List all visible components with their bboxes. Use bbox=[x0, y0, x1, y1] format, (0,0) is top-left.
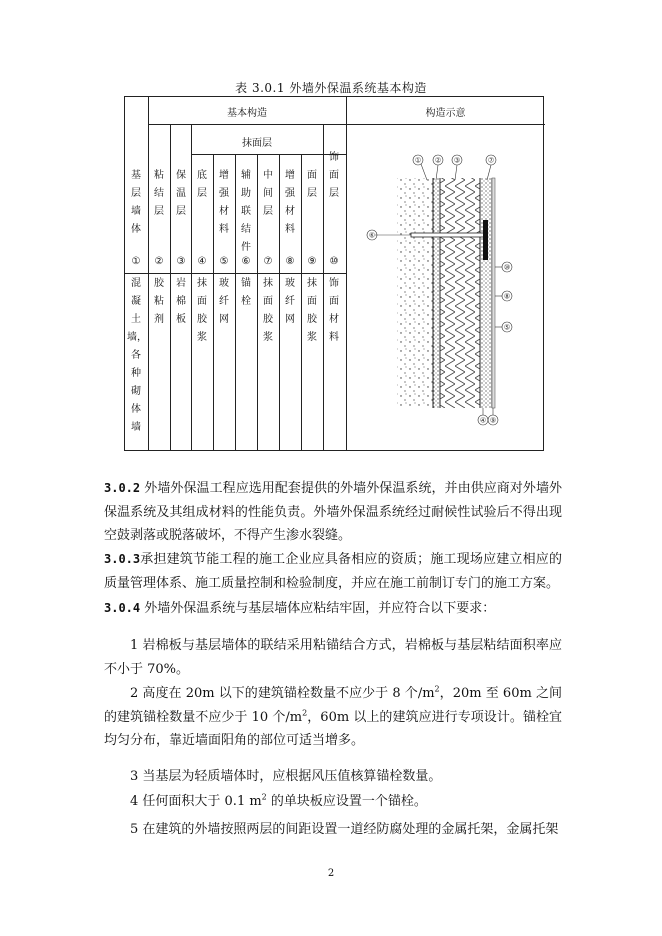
col-num-4: ④ bbox=[197, 256, 207, 267]
base-wall-layer bbox=[397, 178, 433, 408]
superscript: 2 bbox=[261, 792, 267, 802]
diagram-label-4: ④ bbox=[479, 416, 487, 425]
superscript: 2 bbox=[434, 684, 440, 694]
item-2-part-a: 2 高度在 20m 以下的建筑锚栓数量不应少于 8 个/m bbox=[130, 686, 435, 701]
item-2-part-b: ，20m 至 60m 之间的建筑锚栓数量不应少于 10 个/m bbox=[104, 686, 562, 725]
col-num-5: ⑤ bbox=[219, 256, 229, 267]
col-name-finish-layer: 饰面层 bbox=[329, 152, 339, 199]
col-num-9: ⑨ bbox=[307, 256, 317, 267]
col-name-reinforcement-1: 增强材料 bbox=[219, 170, 229, 235]
leader-7 bbox=[487, 165, 491, 180]
insulation-layer bbox=[440, 178, 480, 408]
diagram-label-7: ⑦ bbox=[487, 156, 495, 165]
col-num-10: ⑩ bbox=[329, 256, 339, 267]
col-num-6: ⑥ bbox=[241, 256, 251, 267]
material-reinforcement-1: 玻纤网 bbox=[219, 278, 229, 325]
col-num-1: ① bbox=[131, 256, 141, 267]
item-3: 3 当基层为轻质墙体时，应根据风压值核算锚栓数量。 bbox=[130, 769, 442, 784]
item-1: 1 岩棉板与基层墙体的联结采用粘锚结合方式，岩棉板与基层粘结面积率应不小于 70%。 bbox=[104, 638, 562, 677]
col-name-base-wall: 基层墙体 bbox=[131, 170, 141, 235]
wall-construction-diagram bbox=[345, 150, 543, 450]
material-reinforcement-2: 玻纤网 bbox=[285, 278, 295, 325]
material-base-wall: 混凝土墙，各种砌体墙 bbox=[127, 278, 147, 433]
material-connector: 锚栓 bbox=[241, 278, 251, 307]
header-plaster-layer: 抹面层 bbox=[242, 138, 272, 149]
item-5: 5 在建筑的外墙按照两层的间距设置一道经防腐处理的金属托架，金属托架 bbox=[130, 822, 559, 837]
material-bond-layer: 胶粘剂 bbox=[154, 278, 164, 325]
material-base-coat: 抹面胶浆 bbox=[197, 278, 207, 343]
header-construction-diagram: 构造示意 bbox=[425, 108, 466, 119]
clause-number: 3.0.2 bbox=[104, 481, 141, 495]
col-num-7: ⑦ bbox=[263, 256, 273, 267]
col-num-3: ③ bbox=[176, 256, 186, 267]
col-name-insulation-layer: 保温层 bbox=[176, 170, 186, 217]
col-name-auxiliary-connector: 辅助联结件 bbox=[241, 170, 251, 253]
col-num-8: ⑧ bbox=[285, 256, 295, 267]
diagram-label-6: ⑥ bbox=[368, 231, 376, 240]
diagram-label-2: ② bbox=[434, 156, 442, 165]
col-name-surface-coat: 面层 bbox=[307, 170, 317, 199]
col-name-bond-layer: 粘结层 bbox=[154, 170, 164, 217]
col-name-middle-layer: 中间层 bbox=[263, 170, 273, 217]
clause-text: 外墙外保温系统与基层墙体应粘结牢固，并应符合以下要求： bbox=[140, 601, 496, 616]
page-number: 2 bbox=[327, 868, 335, 879]
diagram-label-1: ① bbox=[414, 156, 422, 165]
header-basic-construction: 基本构造 bbox=[227, 108, 267, 119]
clause-3-0-2 bbox=[104, 477, 562, 548]
superscript: 2 bbox=[302, 708, 308, 718]
leader-3 bbox=[455, 165, 457, 180]
clause-3-0-4 bbox=[104, 597, 562, 621]
item-2 bbox=[104, 682, 562, 753]
plaster-layer bbox=[480, 178, 492, 408]
diagram-label-5: ⑤ bbox=[503, 323, 511, 332]
clause-3-0-3 bbox=[104, 548, 562, 595]
finish-layer bbox=[492, 178, 495, 408]
material-surface-coat: 抹面胶浆 bbox=[307, 278, 317, 343]
item-4 bbox=[104, 790, 562, 814]
table-caption: 表 3.0.1 外墙外保温系统基本构造 bbox=[235, 81, 427, 95]
col-name-base-coat: 底层 bbox=[197, 170, 207, 199]
col-num-2: ② bbox=[154, 256, 164, 267]
col-name-reinforcement-2: 增强材料 bbox=[285, 170, 295, 235]
diagram-label-9: ⑨ bbox=[489, 416, 497, 425]
leader-1 bbox=[421, 164, 427, 180]
diagram-label-3: ③ bbox=[453, 156, 461, 165]
material-finish: 饰面材料 bbox=[329, 278, 339, 343]
diagram-label-8: ⑧ bbox=[503, 292, 511, 301]
item-4-part-a: 4 任何面积大于 0.1 m bbox=[130, 794, 262, 809]
clause-text: 承担建筑节能工程的施工企业应具备相应的资质；施工现场应建立相应的质量管理体系、施工质量控制和检验制度，并应在施工前制订专门的施工方案。 bbox=[104, 552, 562, 591]
item-2-part-c: ，60m 以上的建筑应进行专项设计。锚栓宜均匀分布，靠近墙面阳角的部位可适当增多。 bbox=[104, 709, 562, 748]
material-middle-layer: 抹面胶浆 bbox=[263, 278, 273, 343]
clause-text: 外墙外保温工程应选用配套提供的外墙外保温系统，并由供应商对外墙外保温系统及其组成材料的性能负责。外墙外保温系统经过耐候性试验后不得出现空鼓剥落或脱落破坏，不得产生渗水裂缝。 bbox=[104, 481, 562, 543]
clause-number: 3.0.3 bbox=[104, 552, 141, 566]
item-4-part-b: 的单块板应设置一个锚栓。 bbox=[266, 794, 427, 809]
material-insulation: 岩棉板 bbox=[176, 278, 186, 325]
bond-layer bbox=[433, 178, 440, 408]
clause-number: 3.0.4 bbox=[104, 601, 141, 615]
leader-2 bbox=[436, 165, 438, 180]
diagram-label-10: ⑩ bbox=[503, 263, 511, 272]
